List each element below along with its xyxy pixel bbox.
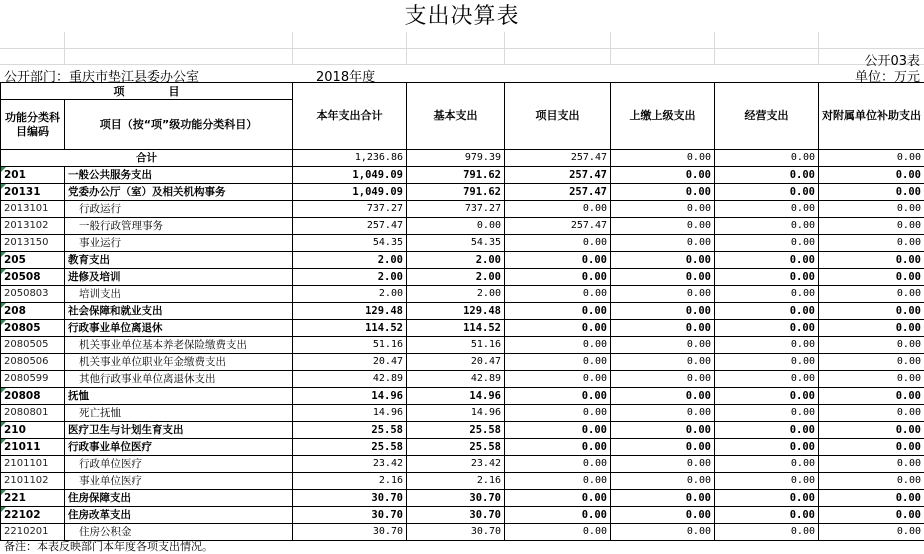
project-header: 项目支出 [505, 83, 611, 150]
row-upper-value: 0.00 [611, 456, 715, 473]
row-subsidy-value: 0.00 [819, 201, 924, 218]
row-code: 208 [1, 303, 65, 320]
row-business-value: 0.00 [715, 405, 819, 422]
table-row [1, 388, 924, 405]
row-basic-value: 30.70 [407, 490, 505, 507]
row-subsidy-value: 0.00 [819, 405, 924, 422]
row-project-value: 0.00 [505, 286, 611, 303]
row-total-value: 2.00 [293, 269, 407, 286]
row-upper-value: 0.00 [611, 286, 715, 303]
row-basic-value: 14.96 [407, 405, 505, 422]
row-total-value: 1,049.09 [293, 184, 407, 201]
row-upper-value: 0.00 [611, 354, 715, 371]
row-project-value: 0.00 [505, 269, 611, 286]
table-row [1, 235, 924, 252]
row-basic-value: 0.00 [407, 218, 505, 235]
row-total-value: 23.42 [293, 456, 407, 473]
row-name: 一般公共服务支出 [65, 167, 293, 184]
row-basic-value: 25.58 [407, 439, 505, 456]
row-project-value: 0.00 [505, 439, 611, 456]
basic-header: 基本支出 [407, 83, 505, 150]
row-project-value: 0.00 [505, 524, 611, 541]
footnote: 备注：本表反映部门本年度各项支出情况。 [4, 538, 213, 554]
row-total-value: 737.27 [293, 201, 407, 218]
row-name: 教育支出 [65, 252, 293, 269]
table-row [1, 218, 924, 235]
row-project-value: 0.00 [505, 201, 611, 218]
row-project-value: 257.47 [505, 184, 611, 201]
row-subsidy-value: 0.00 [819, 439, 924, 456]
row-business-value: 0.00 [715, 167, 819, 184]
row-business-value: 0.00 [715, 507, 819, 524]
row-upper-value: 0.00 [611, 490, 715, 507]
row-business-value: 0.00 [715, 269, 819, 286]
row-code: 2050803 [1, 286, 65, 303]
row-code: 221 [1, 490, 65, 507]
row-upper-value: 0.00 [611, 303, 715, 320]
table-row [1, 405, 924, 422]
row-business-value: 0.00 [715, 456, 819, 473]
row-total-value: 2.00 [293, 252, 407, 269]
row-upper-value: 0.00 [611, 371, 715, 388]
sheet-gridline [406, 32, 407, 64]
row-upper-value: 0.00 [611, 439, 715, 456]
table-row [1, 252, 924, 269]
row-business-value: 0.00 [715, 337, 819, 354]
row-subsidy-value: 0.00 [819, 473, 924, 490]
department-label: 公开部门：重庆市垫江县委办公室 [4, 66, 199, 85]
table-row [1, 507, 924, 524]
row-name: 死亡抚恤 [65, 405, 293, 422]
row-project-value: 0.00 [505, 354, 611, 371]
row-basic-value: 51.16 [407, 337, 505, 354]
row-total-value: 54.35 [293, 235, 407, 252]
row-subsidy-value: 0.00 [819, 388, 924, 405]
row-subsidy-value: 0.00 [819, 490, 924, 507]
row-project-value: 0.00 [505, 388, 611, 405]
row-business-value: 0.00 [715, 286, 819, 303]
table-row [1, 456, 924, 473]
row-total-value: 2.00 [293, 286, 407, 303]
row-basic-value: 14.96 [407, 388, 505, 405]
row-upper-value: 0.00 [611, 235, 715, 252]
row-code: 2080506 [1, 354, 65, 371]
row-business-value: 0.00 [715, 354, 819, 371]
table-row [1, 303, 924, 320]
row-upper-value: 0.00 [611, 320, 715, 337]
row-code: 20131 [1, 184, 65, 201]
row-name: 行政事业单位离退休 [65, 320, 293, 337]
row-name: 事业单位医疗 [65, 473, 293, 490]
row-name: 社会保障和就业支出 [65, 303, 293, 320]
row-project-value: 0.00 [505, 320, 611, 337]
item-group-header: 项 目 [1, 83, 293, 100]
row-upper-value: 0.00 [611, 473, 715, 490]
table-row [1, 354, 924, 371]
row-project-value: 0.00 [505, 422, 611, 439]
row-upper-value: 0.00 [611, 167, 715, 184]
row-project-value: 0.00 [505, 252, 611, 269]
code-header: 功能分类科目编码 [1, 100, 65, 150]
row-business-value: 0.00 [715, 473, 819, 490]
row-upper-value: 0.00 [611, 388, 715, 405]
row-business-value: 0.00 [715, 439, 819, 456]
row-name: 行政事业单位医疗 [65, 439, 293, 456]
row-basic-value: 30.70 [407, 524, 505, 541]
row-total-value: 1,049.09 [293, 167, 407, 184]
row-code: 20805 [1, 320, 65, 337]
row-subsidy-value: 0.00 [819, 218, 924, 235]
row-upper-value: 0.00 [611, 507, 715, 524]
row-upper-value: 0.00 [611, 524, 715, 541]
row-basic-value: 791.62 [407, 167, 505, 184]
row-total-value: 30.70 [293, 524, 407, 541]
table-row [1, 167, 924, 184]
row-subsidy-value: 0.00 [819, 167, 924, 184]
row-basic-value: 114.52 [407, 320, 505, 337]
row-code: 201 [1, 167, 65, 184]
expenditure-table [0, 82, 924, 541]
row-subsidy-value: 0.00 [819, 524, 924, 541]
row-total-value: 25.58 [293, 422, 407, 439]
table-row [1, 422, 924, 439]
table-body [1, 150, 924, 541]
row-subsidy-value: 0.00 [819, 456, 924, 473]
row-project-value: 0.00 [505, 371, 611, 388]
row-basic-value: 2.00 [407, 286, 505, 303]
sheet-gridline [610, 32, 611, 64]
sheet-gridline [0, 48, 924, 65]
row-name: 一般行政管理事务 [65, 218, 293, 235]
table-row [1, 201, 924, 218]
row-subsidy-value: 0.00 [819, 422, 924, 439]
row-code: 20808 [1, 388, 65, 405]
total-subsidy-value: 0.00 [819, 150, 924, 167]
row-project-value: 0.00 [505, 235, 611, 252]
row-total-value: 129.48 [293, 303, 407, 320]
row-total-value: 14.96 [293, 388, 407, 405]
row-project-value: 0.00 [505, 490, 611, 507]
sheet-gridline [64, 32, 65, 64]
row-project-value: 257.47 [505, 218, 611, 235]
row-code: 2210201 [1, 524, 65, 541]
total-label: 合计 [1, 150, 293, 167]
row-name: 行政运行 [65, 201, 293, 218]
row-subsidy-value: 0.00 [819, 252, 924, 269]
row-name: 机关事业单位基本养老保险缴费支出 [65, 337, 293, 354]
row-basic-value: 25.58 [407, 422, 505, 439]
row-basic-value: 30.70 [407, 507, 505, 524]
row-total-value: 25.58 [293, 439, 407, 456]
row-project-value: 0.00 [505, 303, 611, 320]
row-total-value: 20.47 [293, 354, 407, 371]
row-basic-value: 54.35 [407, 235, 505, 252]
sheet-gridline [292, 32, 293, 64]
row-code: 2013102 [1, 218, 65, 235]
row-project-value: 0.00 [505, 456, 611, 473]
table-row [1, 269, 924, 286]
row-subsidy-value: 0.00 [819, 184, 924, 201]
form-number: 公开03表 [864, 50, 920, 69]
row-business-value: 0.00 [715, 218, 819, 235]
total-total-value: 1,236.86 [293, 150, 407, 167]
sheet-gridline [504, 32, 505, 64]
year-label: 2018年度 [316, 66, 375, 85]
row-total-value: 51.16 [293, 337, 407, 354]
row-total-value: 14.96 [293, 405, 407, 422]
row-total-value: 42.89 [293, 371, 407, 388]
row-upper-value: 0.00 [611, 422, 715, 439]
table-row [1, 371, 924, 388]
sheet-gridline [818, 32, 819, 64]
row-code: 21011 [1, 439, 65, 456]
table-row [1, 184, 924, 201]
row-name: 行政单位医疗 [65, 456, 293, 473]
row-subsidy-value: 0.00 [819, 269, 924, 286]
upper-header: 上缴上级支出 [611, 83, 715, 150]
row-name: 事业运行 [65, 235, 293, 252]
row-business-value: 0.00 [715, 388, 819, 405]
total-header: 本年支出合计 [293, 83, 407, 150]
row-code: 205 [1, 252, 65, 269]
table-row [1, 320, 924, 337]
row-subsidy-value: 0.00 [819, 371, 924, 388]
row-subsidy-value: 0.00 [819, 507, 924, 524]
sheet-gridline [0, 32, 924, 49]
row-business-value: 0.00 [715, 303, 819, 320]
row-upper-value: 0.00 [611, 252, 715, 269]
row-basic-value: 791.62 [407, 184, 505, 201]
row-project-value: 257.47 [505, 167, 611, 184]
row-upper-value: 0.00 [611, 405, 715, 422]
unit-label: 单位：万元 [855, 66, 920, 85]
row-subsidy-value: 0.00 [819, 337, 924, 354]
page-title: 支出决算表 [0, 0, 924, 32]
subsidy-header: 对附属单位补助支出 [819, 83, 924, 150]
row-code: 2080801 [1, 405, 65, 422]
row-subsidy-value: 0.00 [819, 320, 924, 337]
row-basic-value: 737.27 [407, 201, 505, 218]
row-name: 党委办公厅（室）及相关机构事务 [65, 184, 293, 201]
row-upper-value: 0.00 [611, 184, 715, 201]
row-project-value: 0.00 [505, 337, 611, 354]
row-name: 机关事业单位职业年金缴费支出 [65, 354, 293, 371]
row-basic-value: 2.00 [407, 252, 505, 269]
row-business-value: 0.00 [715, 320, 819, 337]
row-name: 进修及培训 [65, 269, 293, 286]
row-business-value: 0.00 [715, 184, 819, 201]
row-business-value: 0.00 [715, 252, 819, 269]
row-total-value: 30.70 [293, 490, 407, 507]
row-code: 22102 [1, 507, 65, 524]
row-business-value: 0.00 [715, 371, 819, 388]
sheet-gridline [714, 32, 715, 64]
row-code: 20508 [1, 269, 65, 286]
total-basic-value: 979.39 [407, 150, 505, 167]
total-upper-value: 0.00 [611, 150, 715, 167]
name-header: 项目（按“项”级功能分类科目） [65, 100, 293, 150]
table-row [1, 473, 924, 490]
row-project-value: 0.00 [505, 473, 611, 490]
row-basic-value: 129.48 [407, 303, 505, 320]
row-code: 2080505 [1, 337, 65, 354]
row-basic-value: 42.89 [407, 371, 505, 388]
row-subsidy-value: 0.00 [819, 286, 924, 303]
row-project-value: 0.00 [505, 507, 611, 524]
row-business-value: 0.00 [715, 422, 819, 439]
row-project-value: 0.00 [505, 405, 611, 422]
row-code: 210 [1, 422, 65, 439]
table-row [1, 286, 924, 303]
row-basic-value: 20.47 [407, 354, 505, 371]
row-code: 2101101 [1, 456, 65, 473]
row-name: 住房改革支出 [65, 507, 293, 524]
row-code: 2080599 [1, 371, 65, 388]
table-row [1, 439, 924, 456]
row-subsidy-value: 0.00 [819, 303, 924, 320]
row-total-value: 30.70 [293, 507, 407, 524]
row-subsidy-value: 0.00 [819, 354, 924, 371]
row-business-value: 0.00 [715, 524, 819, 541]
row-name: 其他行政事业单位离退休支出 [65, 371, 293, 388]
row-upper-value: 0.00 [611, 269, 715, 286]
row-business-value: 0.00 [715, 201, 819, 218]
total-project-value: 257.47 [505, 150, 611, 167]
row-code: 2013101 [1, 201, 65, 218]
row-name: 住房保障支出 [65, 490, 293, 507]
row-basic-value: 23.42 [407, 456, 505, 473]
row-basic-value: 2.16 [407, 473, 505, 490]
business-header: 经营支出 [715, 83, 819, 150]
row-name: 住房公积金 [65, 524, 293, 541]
table-row [1, 490, 924, 507]
total-row [1, 150, 924, 167]
row-business-value: 0.00 [715, 490, 819, 507]
row-subsidy-value: 0.00 [819, 235, 924, 252]
row-total-value: 114.52 [293, 320, 407, 337]
row-name: 抚恤 [65, 388, 293, 405]
row-upper-value: 0.00 [611, 201, 715, 218]
row-code: 2101102 [1, 473, 65, 490]
row-total-value: 2.16 [293, 473, 407, 490]
row-upper-value: 0.00 [611, 337, 715, 354]
row-code: 2013150 [1, 235, 65, 252]
row-name: 培训支出 [65, 286, 293, 303]
total-business-value: 0.00 [715, 150, 819, 167]
row-basic-value: 2.00 [407, 269, 505, 286]
row-total-value: 257.47 [293, 218, 407, 235]
row-business-value: 0.00 [715, 235, 819, 252]
table-row [1, 337, 924, 354]
row-name: 医疗卫生与计划生育支出 [65, 422, 293, 439]
row-upper-value: 0.00 [611, 218, 715, 235]
